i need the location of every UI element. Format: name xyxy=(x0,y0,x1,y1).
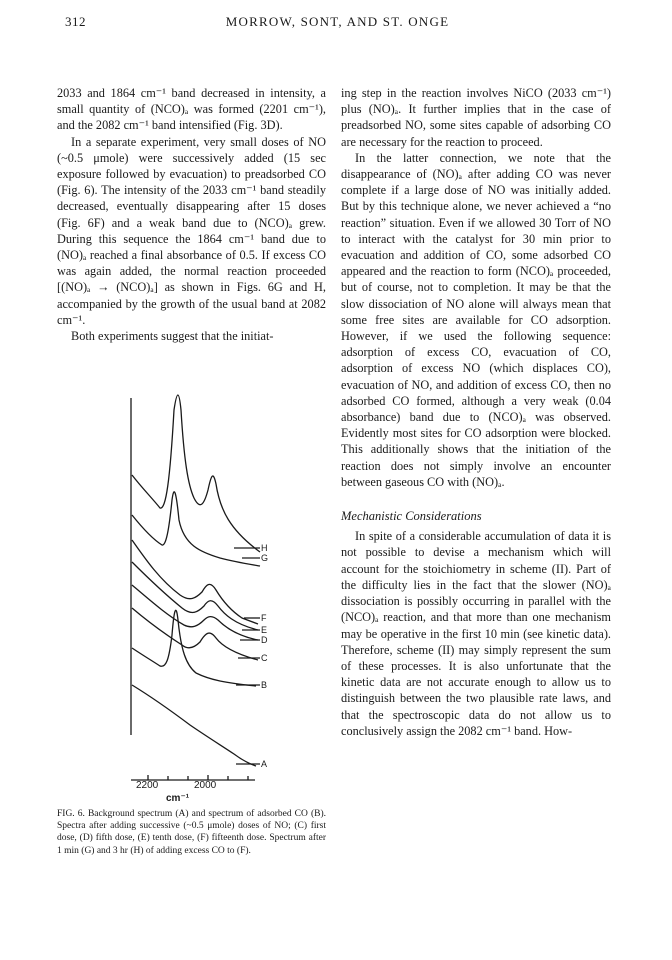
tick-label-2200: 2200 xyxy=(136,780,159,791)
page-header xyxy=(65,14,610,34)
curve-label-f: F xyxy=(261,613,267,623)
curve-label-b: B xyxy=(261,680,268,690)
left-paragraph-3: Both experiments suggest that the initiat- xyxy=(71,329,274,344)
left-column xyxy=(57,85,326,344)
right-paragraph-2: In the latter connection, we note that the disappearance of (NO)ₐ after adding CO was never complete if a large dose of NO was initially added. But by this technique alone, we never achieved a “no reaction” situation. Even if we allowed 30 Torr of NO to interact with the catalyst for 30 min prior to evacuation and addition of CO, some adsorbed CO appeared and the reaction to form (NCO)ₐ proceeded, but of course, not to completion. It may be that the slow dissociation of NO alone will always mean that some free sites are available for CO adsorption. However, if we used the following sequence: adsorption of excess CO, evacuation of CO, adsorption of excess NO (which displaces CO), evacuation of NO, and addition of excess CO, then no adsorbed CO formed, although a very weak (0.04 absorbance) band due to (NCO)ₐ was observed. Evidently most sites for CO adsorption were blocked. This additionally shows that the initiation of the reaction does not simply involve an encounter between gaseous CO with (NO)ₐ. xyxy=(341,150,611,489)
spectrum-curve-h xyxy=(132,395,260,552)
page-number: 312 xyxy=(65,14,86,29)
curve-label-h: H xyxy=(261,543,268,553)
left-paragraph-2: In a separate experiment, very small doses of NO (~0.5 μmole) were successively added (15 sec exposure followed by evacuation) to preadsorbed CO (Fig. 6). The intensity of the 2033 cm⁻¹ band steadily decreased, eventually disappearing after 15 doses (Fig. 6F) and a weak band due to (NCO)ₐ grew. During this sequence the 1864 cm⁻¹ band due to (NO)ₐ reached a final absorbance of 0.5. If excess CO was again added, the normal reaction proceeded [(NO)ₐ → (NCO)ₐ] as shown in Figs. 6G and H, accompanied by the growth of the usual band at 2082 cm⁻¹. xyxy=(57,134,326,327)
right-paragraph-3: In spite of a considerable accumulation of data it is not possible to devise a mechanism which will account for the stoichiometry in scheme (II). Part of the difficulty lies in the fact that the slower (NO)ₐ dissociation is possibly occurring in parallel with the (NCO)ₐ reaction, and that more than one mechanism may be operative in the first 10 min (see kinetic data). Therefore, scheme (II) may simply represent the sum of these processes. It is also unfortunate that the kinetic data are not accurate enough to allow us to distinguish between the two plausible rate laws, and that the spectroscopic data do not allow us to conclusively assign the 2082 cm⁻¹ band. How- xyxy=(341,529,611,738)
curve-label-c: C xyxy=(261,653,268,663)
spectra-plot xyxy=(130,380,290,790)
spectrum-curve-f xyxy=(132,540,258,624)
ir-spectra-figure xyxy=(130,380,290,790)
running-title: MORROW, SONT, AND ST. ONGE xyxy=(225,14,450,29)
curve-label-d: D xyxy=(261,635,268,645)
right-paragraph-1: ing step in the reaction involves NiCO (2033 cm⁻¹) plus (NO)ₐ. It further implies that in the case of preadsorbed NO, some sites capable of adsorbing CO are necessary for the reaction to proceed. xyxy=(341,86,611,149)
spectrum-curve-a xyxy=(132,685,256,766)
tick-label-2000: 2000 xyxy=(194,780,217,791)
curve-label-a: A xyxy=(261,759,268,769)
section-heading: Mechanistic Considerations xyxy=(341,509,482,524)
spectrum-curve-e xyxy=(132,562,258,630)
figure-caption: FIG. 6. Background spectrum (A) and spectrum of adsorbed CO (B). Spectra after adding successive (~0.5 μmole) doses of NO; (C) first dose, (D) fifth dose, (E) tenth dose, (F) fifteenth dose. Spectrum after 1 min (G) and 3 hr (H) of adding excess CO to (F). xyxy=(57,809,326,856)
spectrum-curve-g xyxy=(132,492,260,566)
curve-label-e: E xyxy=(261,625,268,635)
right-column xyxy=(341,85,611,739)
x-axis-unit-label: cm⁻¹ xyxy=(166,793,190,804)
left-paragraph-1: 2033 and 1864 cm⁻¹ band decreased in intensity, a small quantity of (NCO)ₐ was formed (2201 cm⁻¹), and the 2082 cm⁻¹ band intensified (Fig. 3D). xyxy=(57,86,326,133)
curve-label-g: G xyxy=(261,553,269,563)
